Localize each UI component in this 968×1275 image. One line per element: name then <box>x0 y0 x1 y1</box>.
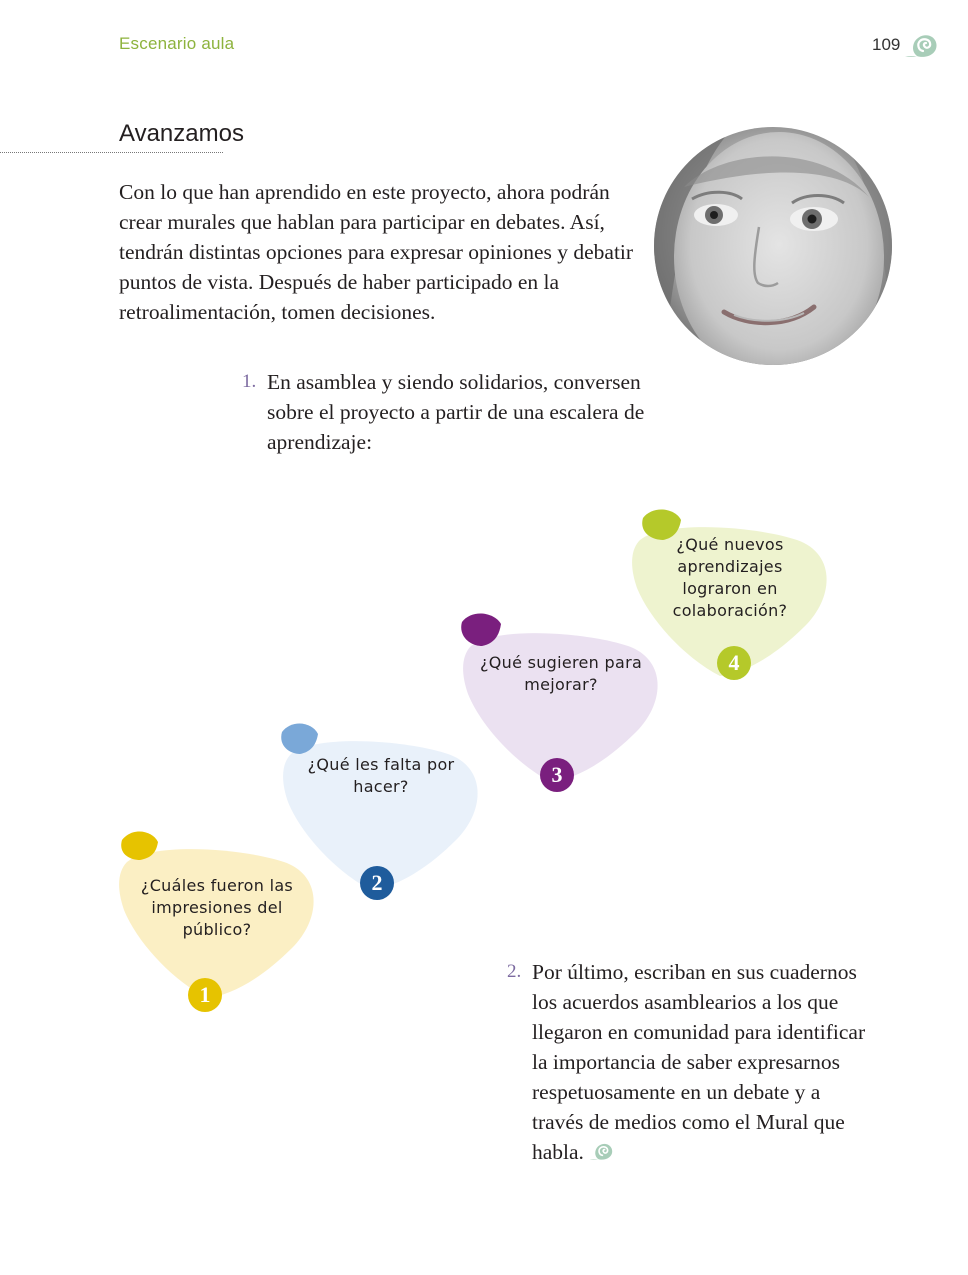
step-number-badge: 3 <box>540 758 574 792</box>
step-question: ¿Qué les falta por hacer? <box>307 755 455 796</box>
item-number: 1. <box>242 371 257 392</box>
spiral-snail-icon <box>903 30 939 60</box>
learning-step-4 <box>625 508 835 708</box>
item-text: En asamblea y siendo solidarios, conversen sobre el proyecto a partir de una escalera de aprendizaje: <box>267 370 645 454</box>
item-number: 2. <box>507 961 522 982</box>
step-number-badge: 4 <box>717 646 751 680</box>
title-rule <box>0 152 223 153</box>
intro-paragraph: Con lo que han aprendido en este proyecto, ahora podrán crear murales que hablan para participar en debates. Así, tendrán distintas opciones para expresar opiniones y debatir puntos de vista. Después de haber participado en la retroalimentación, tomen decisiones. <box>119 180 634 324</box>
step-number-badge: 1 <box>188 978 222 1012</box>
item-text: Por último, escriban en sus cuadernos los acuerdos asamblearios a los que llegaron en comunidad para identificar la importancia de saber expresarnos respetuosamente en un debate y a través de medios como el Mural que habla. <box>532 960 866 1164</box>
section-title: Avanzamos <box>119 120 244 147</box>
running-head: Escenario aula <box>119 34 235 53</box>
activity-item-1 <box>242 367 652 457</box>
step-question: ¿Qué sugieren para mejorar? <box>479 653 643 694</box>
portrait-photo <box>654 127 892 365</box>
spiral-snail-icon <box>588 1140 614 1162</box>
step-question: ¿Cuáles fueron las impresiones del público? <box>140 876 294 939</box>
step-question: ¿Qué nuevos aprendizajes lograron en colaboración? <box>672 535 788 620</box>
step-number-badge: 2 <box>360 866 394 900</box>
activity-item-2 <box>507 957 867 1167</box>
learning-step-2 <box>276 722 486 922</box>
portrait-illustration <box>654 127 892 365</box>
page-number: 109 <box>872 35 901 54</box>
